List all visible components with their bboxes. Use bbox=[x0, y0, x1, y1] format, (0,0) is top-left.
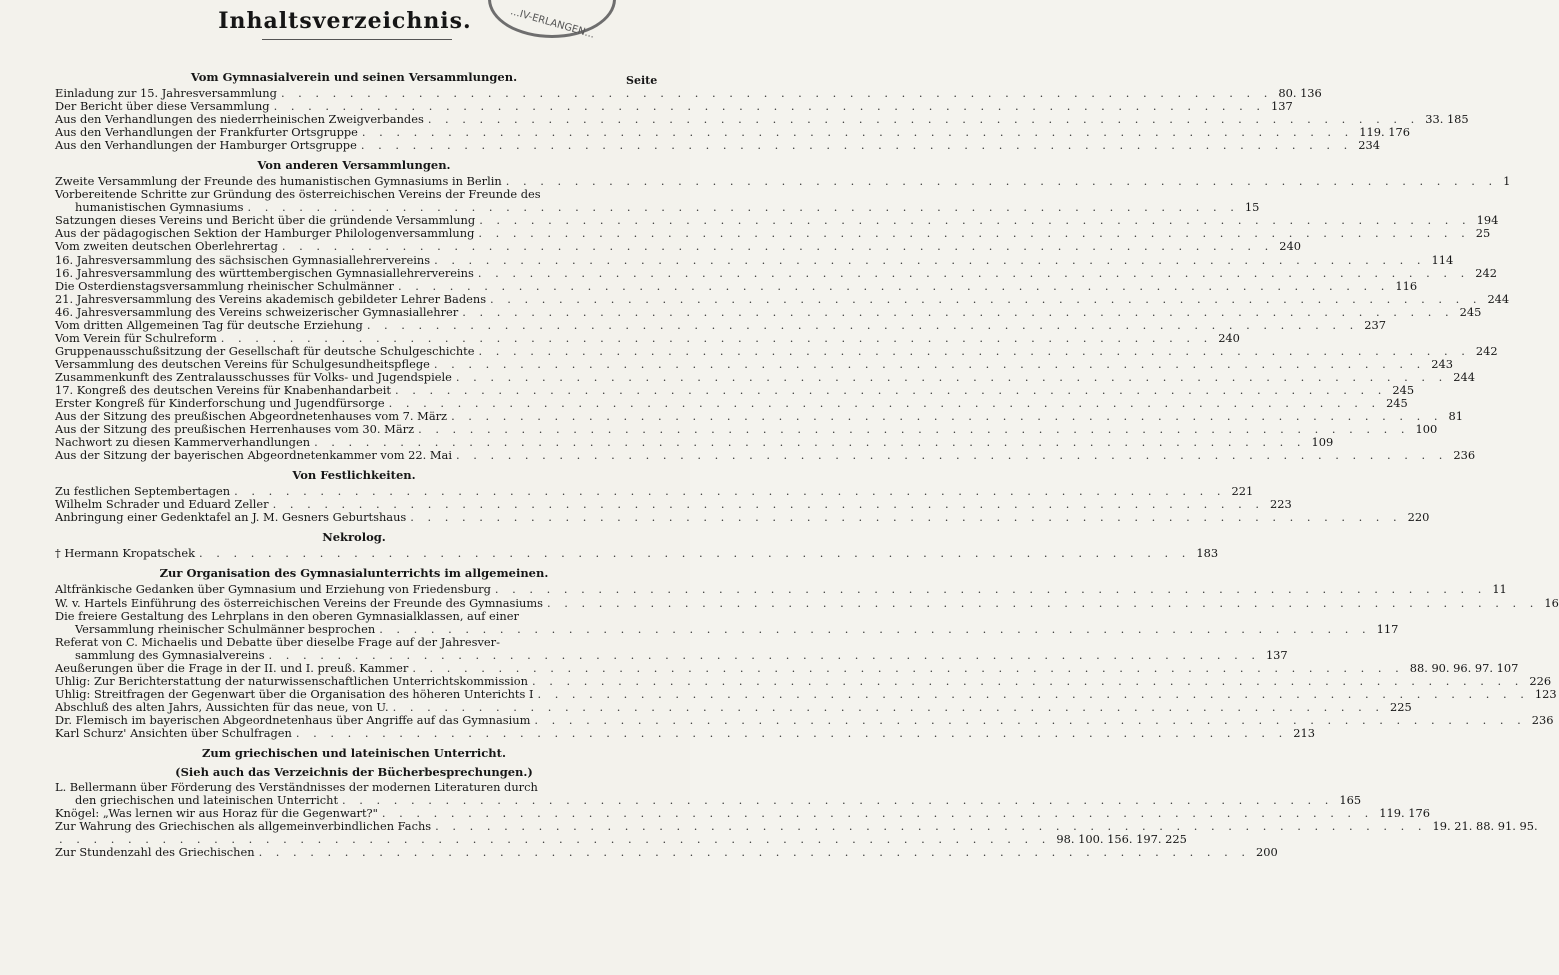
toc-entry bbox=[55, 278, 1418, 293]
entry-page-numbers: 213 bbox=[1293, 725, 1315, 740]
toc-entry bbox=[55, 673, 1552, 688]
entry-page-numbers: 194 bbox=[1476, 213, 1499, 228]
toc-entry bbox=[55, 845, 1278, 860]
entry-title: Erster Kongreß für Kinderforschung und Jugendfürsorge bbox=[55, 396, 385, 411]
entry-title: Aus der Sitzung des preußischen Abgeordnetenhauses vom 7. März bbox=[55, 409, 448, 424]
leader-dots: . . . . . . . . . . . . . . . . . . . . . . . . . . . . . . . . . . . . . . . . . . . . . . . . . . . . . . . . . . bbox=[433, 356, 1426, 371]
leader-dots: . . . . . . . . . . . . . . . . . . . . . . . . . . . . . . . . . . . . . . . . . . . . . . . . . . . . . . . . . . bbox=[314, 435, 1306, 450]
toc-entry bbox=[55, 621, 1399, 636]
entry-page-numbers: 242 bbox=[1475, 265, 1498, 280]
leader-dots: . . . . . . . . . . . . . . . . . . . . . . . . . . . . . . . . . . . . . . . . . . . . . . . . . . . . . . . . . . bbox=[531, 673, 1524, 688]
leader-dots: . . . . . . . . . . . . . . . . . . . . . . . . . . . . . . . . . . . . . . . . . . . . . . . . . . . . . . . . . . bbox=[477, 265, 1470, 280]
entry-title: Gruppenausschußsitzung der Gesellschaft für deutsche Schulgeschichte bbox=[55, 343, 475, 358]
toc-entry bbox=[55, 330, 1240, 345]
toc-entry bbox=[55, 510, 1430, 525]
leader-dots: . . . . . . . . . . . . . . . . . . . . . . . . . . . . . . . . . . . . . . . . . . . . . . . . . . . . . . . . . . bbox=[398, 278, 1390, 293]
entry-title: Aus der pädagogischen Sektion der Hamburger Philologenversammlung bbox=[55, 226, 475, 241]
entry-page-numbers: 240 bbox=[1279, 239, 1302, 254]
toc-entry bbox=[55, 595, 1559, 610]
leader-dots: . . . . . . . . . . . . . . . . . . . . . . . . . . . . . . . . . . . . . . . . . . . . . . . . . . . . . . . . . . bbox=[258, 845, 1250, 860]
entry-title: Vom Verein für Schulreform bbox=[55, 330, 217, 345]
leader-dots: . . . . . . . . . . . . . . . . . . . . . . . . . . . . . . . . . . . . . . . . . . . . . . . . . . . . . . . . . . bbox=[434, 252, 1426, 267]
entry-title: sammlung des Gymnasialvereins bbox=[75, 647, 265, 662]
toc-entry bbox=[55, 712, 1554, 727]
leader-dots: . . . . . . . . . . . . . . . . . . . . . . . . . . . . . . . . . . . . . . . . . . . . . . . . . . . . . . . . . . bbox=[478, 343, 1470, 358]
entry-page-numbers: 109 bbox=[1311, 435, 1334, 450]
leader-dots: . . . . . . . . . . . . . . . . . . . . . . . . . . . . . . . . . . . . . . . . . . . . . . . . . . . . . . . . . . bbox=[220, 330, 1213, 345]
entry-page-numbers: 117 bbox=[1376, 621, 1399, 636]
leader-dots: . . . . . . . . . . . . . . . . . . . . . . . . . . . . . . . . . . . . . . . . . . . . . . . . . . . . . . . . . . bbox=[379, 621, 1371, 636]
entry-title: Die Osterdienstagsversammlung rheinischer Schulmänner bbox=[55, 278, 394, 293]
entry-title: Dr. Flemisch im bayerischen Abgeordnetenhaus über Angriffe auf das Gymnasium bbox=[55, 712, 531, 727]
leader-dots: . . . . . . . . . . . . . . . . . . . . . . . . . . . . . . . . . . . . . . . . . . . . . . . . . . . . . . . . . . bbox=[381, 806, 1374, 821]
entry-page-numbers: 80. 136 bbox=[1278, 86, 1322, 100]
leader-dots: . . . . . . . . . . . . . . . . . . . . . . . . . . . . . . . . . . . . . . . . . . . . . . . . . . . . . . . . . . bbox=[295, 725, 1288, 740]
entry-title: Aus den Verhandlungen des niederrheinischen Zweigverbandes bbox=[55, 112, 424, 127]
entry-title: Vom zweiten deutschen Oberlehrertag bbox=[55, 239, 278, 254]
leader-dots: . . . . . . . . . . . . . . . . . . . . . . . . . . . . . . . . . . . . . . . . . . . . . . . . . . . . . . . . . . bbox=[394, 382, 1387, 397]
entry-title: Aeußerungen über die Frage in der II. und I. preuß. Kammer bbox=[55, 660, 409, 675]
toc-entry bbox=[55, 356, 1453, 371]
toc-entry bbox=[55, 138, 1380, 153]
entry-title: Karl Schurz' Ansichten über Schulfragen bbox=[55, 725, 292, 740]
page-title: Inhaltsverzeichnis. bbox=[218, 8, 472, 34]
entry-page-numbers: 137 bbox=[1265, 647, 1288, 662]
leader-dots: . . . . . . . . . . . . . . . . . . . . . . . . . . . . . . . . . . . . . . . . . . . . . . . . . . . . . . . . . . bbox=[199, 546, 1191, 561]
entry-title: Uhlig: Zur Berichterstattung der naturwissenschaftlichen Unterrichtskommission bbox=[55, 673, 528, 688]
entry-page-numbers: 226 bbox=[1529, 673, 1552, 688]
toc-entry bbox=[55, 448, 1476, 463]
entry-page-numbers: 236 bbox=[1531, 712, 1554, 727]
leader-dots: . . . . . . . . . . . . . . . . . . . . . . . . . . . . . . . . . . . . . . . . . . . . . . . . . . . . . . . . . . bbox=[280, 86, 1273, 100]
entry-title: Aus der Sitzung der bayerischen Abgeordnetenkammer vom 22. Mai bbox=[55, 448, 452, 463]
toc-entry bbox=[55, 252, 1454, 267]
leader-dots: . . . . . . . . . . . . . . . . . . . . . . . . . . . . . . . . . . . . . . . . . . . . . . . . . . . . . . . . . . bbox=[281, 239, 1274, 254]
entry-page-numbers: 234 bbox=[1358, 138, 1380, 153]
entry-page-numbers: 165 bbox=[1339, 793, 1362, 808]
leader-dots: . . . . . . . . . . . . . . . . . . . . . . . . . . . . . . . . . . . . . . . . . . . . . . . . . . . . . . . . . . bbox=[392, 699, 1384, 714]
entry-page-numbers: 88. 90. 96. 97. 107 bbox=[1409, 660, 1519, 675]
leader-dots: . . . . . . . . . . . . . . . . . . . . . . . . . . . . . . . . . . . . . . . . . . . . . . . . . . . . . . . . . . bbox=[360, 138, 1353, 153]
title-underline bbox=[262, 39, 452, 40]
entry-title: humanistischen Gymnasiums bbox=[75, 200, 244, 215]
entry-title: Versammlung des deutschen Vereins für Schulgesundheitspflege bbox=[55, 356, 430, 371]
entry-title: Knögel: „Was lernen wir aus Horaz für die Gegenwart?" bbox=[55, 806, 378, 821]
entry-title: Zur Stundenzahl des Griechischen bbox=[55, 845, 255, 860]
entry-page-numbers: 244 bbox=[1453, 369, 1475, 384]
leader-dots: . . . . . . . . . . . . . . . . . . . . . . . . . . . . . . . . . . . . . . . . . . . . . . . . . . . . . . . . . . bbox=[412, 660, 1404, 675]
entry-page-numbers: 16 bbox=[1544, 595, 1559, 610]
entry-page-numbers: 19. 21. 88. 91. 95. bbox=[1432, 819, 1538, 834]
section-heading: Zur Organisation des Gymnasialunterrichts im allgemeinen. bbox=[159, 566, 549, 581]
stamp-text: ...IV-ERLANGEN... bbox=[508, 6, 596, 41]
entry-title: Vorbereitende Schritte zur Gründung des österreichischen Vereins der Freunde des bbox=[55, 187, 541, 202]
entry-page-numbers: 15 bbox=[1244, 200, 1260, 215]
toc-entry bbox=[55, 291, 1510, 306]
entry-title: Vom dritten Allgemeinen Tag für deutsche Erziehung bbox=[55, 317, 363, 332]
entry-page-numbers: 123 bbox=[1534, 686, 1557, 701]
leader-dots: . . . . . . . . . . . . . . . . . . . . . . . . . . . . . . . . . . . . . . . . . . . . . . . . . . . . . . . . . . bbox=[247, 200, 1239, 215]
entry-title: Aus den Verhandlungen der Frankfurter Ortsgruppe bbox=[55, 125, 358, 140]
entry-title: Zu festlichen Septembertagen bbox=[55, 484, 231, 499]
entry-page-numbers: 116 bbox=[1395, 278, 1418, 293]
entry-page-numbers: 119. 176 bbox=[1359, 125, 1411, 140]
entry-page-numbers: 240 bbox=[1218, 330, 1240, 345]
toc-entry bbox=[55, 699, 1412, 714]
toc-entry bbox=[55, 636, 653, 649]
entry-title: 21. Jahresversammlung des Vereins akademisch gebildeter Lehrer Badens bbox=[55, 291, 487, 306]
leader-dots: . . . . . . . . . . . . . . . . . . . . . . . . . . . . . . . . . . . . . . . . . . . . . . . . . . . . . . . . . . bbox=[234, 484, 1226, 499]
entry-page-numbers: 245 bbox=[1459, 304, 1482, 319]
toc-entry bbox=[55, 686, 1557, 701]
toc-entry bbox=[55, 660, 1519, 675]
entry-title: Zur Wahrung des Griechischen als allgemeinverbindlichen Fachs bbox=[55, 819, 432, 834]
leader-dots: . . . . . . . . . . . . . . . . . . . . . . . . . . . . . . . . . . . . . . . . . . . . . . . . . . . . . . . . . . bbox=[451, 409, 1443, 424]
entry-title: Referat von C. Michaelis und Debatte über dieselbe Frage auf der Jahresver- bbox=[55, 634, 500, 649]
section-heading: Von anderen Versammlungen. bbox=[257, 158, 451, 173]
table-of-contents bbox=[55, 64, 1559, 860]
leader-dots: . . . . . . . . . . . . . . . . . . . . . . . . . . . . . . . . . . . . . . . . . . . . . . . . . . . . . . . . . . bbox=[455, 369, 1448, 384]
leader-dots: . . . . . . . . . . . . . . . . . . . . . . . . . . . . . . . . . . . . . . . . . . . . . . . . . . . . . . . . . . bbox=[547, 595, 1539, 610]
toc-entry bbox=[55, 582, 1507, 597]
entry-page-numbers: 11 bbox=[1492, 582, 1507, 597]
toc-entry bbox=[55, 239, 1302, 254]
entry-title: 16. Jahresversammlung des sächsischen Gymnasiallehrervereins bbox=[55, 252, 431, 267]
section-subheading: (Sieh auch das Verzeichnis der Bücherbesprechungen.) bbox=[175, 765, 533, 780]
entry-page-numbers: 100 bbox=[1415, 422, 1438, 437]
leader-dots: . . . . . . . . . . . . . . . . . . . . . . . . . . . . . . . . . . . . . . . . . . . . . . . . . . . . . . . . . . bbox=[272, 497, 1264, 512]
leader-dots: . . . . . . . . . . . . . . . . . . . . . . . . . . . . . . . . . . . . . . . . . . . . . . . . . . . . . . . . . . bbox=[479, 213, 1471, 228]
leader-dots: . . . . . . . . . . . . . . . . . . . . . . . . . . . . . . . . . . . . . . . . . . . . . . . . . . . . . . . . . . bbox=[462, 304, 1454, 319]
entry-page-numbers: 33. 185 bbox=[1425, 112, 1469, 127]
entry-page-numbers: 119. 176 bbox=[1379, 806, 1431, 821]
entry-page-numbers: 223 bbox=[1269, 497, 1292, 512]
entry-title: Versammlung rheinischer Schulmänner besprochen bbox=[75, 621, 376, 636]
entry-page-numbers: 114 bbox=[1431, 252, 1454, 267]
leader-dots: . . . . . . . . . . . . . . . . . . . . . . . . . . . . . . . . . . . . . . . . . . . . . . . . . . . . . . . . . . bbox=[534, 712, 1526, 727]
toc-entry bbox=[55, 546, 1219, 561]
leader-dots: . . . . . . . . . . . . . . . . . . . . . . . . . . . . . . . . . . . . . . . . . . . . . . . . . . . . . . . . . . bbox=[537, 686, 1529, 701]
entry-title: L. Bellermann über Förderung des Verständnisses der modernen Literaturen durch bbox=[55, 780, 538, 795]
entry-page-numbers: 220 bbox=[1407, 510, 1430, 525]
section-heading: Zum griechischen und lateinischen Unterricht. bbox=[202, 746, 506, 761]
toc-entry bbox=[55, 304, 1482, 319]
toc-entry bbox=[55, 265, 1498, 280]
leader-dots: . . . . . . . . . . . . . . . . . . . . . . . . . . . . . . . . . . . . . . . . . . . . . . . . . . . . . . . . . . bbox=[342, 793, 1334, 808]
entry-page-numbers: 81 bbox=[1448, 409, 1463, 424]
toc-entry bbox=[55, 610, 653, 623]
toc-entry bbox=[55, 343, 1498, 358]
entry-page-numbers: 221 bbox=[1231, 484, 1254, 499]
entry-title: Satzungen dieses Vereins und Bericht über die gründende Versammlung bbox=[55, 213, 476, 228]
entry-title: den griechischen und lateinischen Unterricht bbox=[75, 793, 339, 808]
entry-page-numbers: 237 bbox=[1364, 317, 1386, 332]
leader-dots: . . . . . . . . . . . . . . . . . . . . . . . . . . . . . . . . . . . . . . . . . . . . . . . . . . . . . . . . . . bbox=[410, 510, 1402, 525]
entry-title: Abschluß des alten Jahrs, Aussichten für das neue, von U. bbox=[55, 699, 389, 714]
toc-entry bbox=[55, 647, 1288, 662]
entry-title: Uhlig: Streitfragen der Gegenwart über die Organisation des höheren Unterichts I bbox=[55, 686, 534, 701]
entry-page-numbers: 137 bbox=[1270, 99, 1293, 114]
section-heading: Von Festlichkeiten. bbox=[292, 468, 416, 483]
entry-title: Zweite Versammlung der Freunde des humanistischen Gymnasiums in Berlin bbox=[55, 174, 502, 189]
leader-dots: . . . . . . . . . . . . . . . . . . . . . . . . . . . . . . . . . . . . . . . . . . . . . . . . . . . . . . . . . . bbox=[273, 99, 1265, 114]
section-heading: Nekrolog. bbox=[322, 530, 386, 545]
page-column-label: Seite bbox=[626, 74, 658, 87]
entry-title: Nachwort zu diesen Kammerverhandlungen bbox=[55, 435, 311, 450]
toc-entry bbox=[55, 317, 1386, 332]
leader-dots: . . . . . . . . . . . . . . . . . . . . . . . . . . . . . . . . . . . . . . . . . . . . . . . . . . . . . . . . . . bbox=[435, 819, 1427, 834]
leader-dots: . . . . . . . . . . . . . . . . . . . . . . . . . . . . . . . . . . . . . . . . . . . . . . . . . . . . . . . . . . bbox=[59, 832, 1051, 847]
entry-page-numbers: 25 bbox=[1475, 226, 1491, 241]
leader-dots: . . . . . . . . . . . . . . . . . . . . . . . . . . . . . . . . . . . . . . . . . . . . . . . . . . . . . . . . . . bbox=[505, 174, 1498, 189]
leader-dots: . . . . . . . . . . . . . . . . . . . . . . . . . . . . . . . . . . . . . . . . . . . . . . . . . . . . . . . . . . bbox=[427, 112, 1420, 127]
entry-title: Die freiere Gestaltung des Lehrplans in den oberen Gymnasialklassen, auf einer bbox=[55, 608, 519, 623]
entry-title: Der Bericht über diese Versammlung bbox=[55, 99, 270, 114]
leader-dots: . . . . . . . . . . . . . . . . . . . . . . . . . . . . . . . . . . . . . . . . . . . . . . . . . . . . . . . . . . bbox=[388, 396, 1381, 411]
leader-dots: . . . . . . . . . . . . . . . . . . . . . . . . . . . . . . . . . . . . . . . . . . . . . . . . . . . . . . . . . . bbox=[268, 647, 1260, 662]
entry-title: Anbringung einer Gedenktafel an J. M. Gesners Geburtshaus bbox=[55, 510, 407, 525]
entry-title: 17. Kongreß des deutschen Vereins für Knabenhandarbeit bbox=[55, 382, 391, 397]
leader-dots: . . . . . . . . . . . . . . . . . . . . . . . . . . . . . . . . . . . . . . . . . . . . . . . . . . . . . . . . . . bbox=[361, 125, 1354, 140]
entry-page-numbers: 1 bbox=[1503, 174, 1511, 189]
entry-page-numbers: 225 bbox=[1389, 699, 1412, 714]
leader-dots: . . . . . . . . . . . . . . . . . . . . . . . . . . . . . . . . . . . . . . . . . . . . . . . . . . . . . . . . . . bbox=[418, 422, 1410, 437]
toc-entry bbox=[55, 725, 1315, 740]
entry-page-numbers: 243 bbox=[1431, 356, 1453, 371]
leader-dots: . . . . . . . . . . . . . . . . . . . . . . . . . . . . . . . . . . . . . . . . . . . . . . . . . . . . . . . . . . bbox=[494, 582, 1487, 597]
entry-page-numbers: 98. 100. 156. 197. 225 bbox=[1056, 832, 1187, 847]
entry-title: Aus den Verhandlungen der Hamburger Ortsgruppe bbox=[55, 138, 357, 153]
entry-page-numbers: 242 bbox=[1475, 343, 1498, 358]
entry-page-numbers: 245 bbox=[1386, 396, 1408, 411]
leader-dots: . . . . . . . . . . . . . . . . . . . . . . . . . . . . . . . . . . . . . . . . . . . . . . . . . . . . . . . . . . bbox=[478, 226, 1470, 241]
entry-page-numbers: 244 bbox=[1487, 291, 1510, 306]
entry-title: 16. Jahresversammlung des württembergischen Gymnasiallehrervereins bbox=[55, 265, 474, 280]
entry-title: 46. Jahresversammlung des Vereins schweizerischer Gymnasiallehrer bbox=[55, 304, 459, 319]
entry-title: W. v. Hartels Einführung des österreichischen Vereins der Freunde des Gymnasiums bbox=[55, 595, 543, 610]
entry-title: † Hermann Kropatschek bbox=[55, 546, 195, 561]
entry-page-numbers: 245 bbox=[1392, 382, 1415, 397]
entry-page-numbers: 236 bbox=[1453, 448, 1476, 463]
leader-dots: . . . . . . . . . . . . . . . . . . . . . . . . . . . . . . . . . . . . . . . . . . . . . . . . . . . . . . . . . . bbox=[455, 448, 1448, 463]
entry-title: Wilhelm Schrader und Eduard Zeller bbox=[55, 497, 269, 512]
entry-page-numbers: 200 bbox=[1255, 845, 1278, 860]
leader-dots: . . . . . . . . . . . . . . . . . . . . . . . . . . . . . . . . . . . . . . . . . . . . . . . . . . . . . . . . . . bbox=[490, 291, 1482, 306]
entry-title: Altfränkische Gedanken über Gymnasium und Erziehung von Friedensburg bbox=[55, 582, 491, 597]
section-heading: Vom Gymnasialverein und seinen Versammlungen. bbox=[190, 70, 518, 84]
entry-page-numbers: 183 bbox=[1196, 546, 1219, 561]
leader-dots: . . . . . . . . . . . . . . . . . . . . . . . . . . . . . . . . . . . . . . . . . . . . . . . . . . . . . . . . . . bbox=[366, 317, 1359, 332]
entry-title: Zusammenkunft des Zentralausschusses für Volks- und Jugendspiele bbox=[55, 369, 452, 384]
entry-title: Einladung zur 15. Jahresversammlung bbox=[55, 86, 277, 100]
entry-title: Aus der Sitzung des preußischen Herrenhauses vom 30. März bbox=[55, 422, 415, 437]
